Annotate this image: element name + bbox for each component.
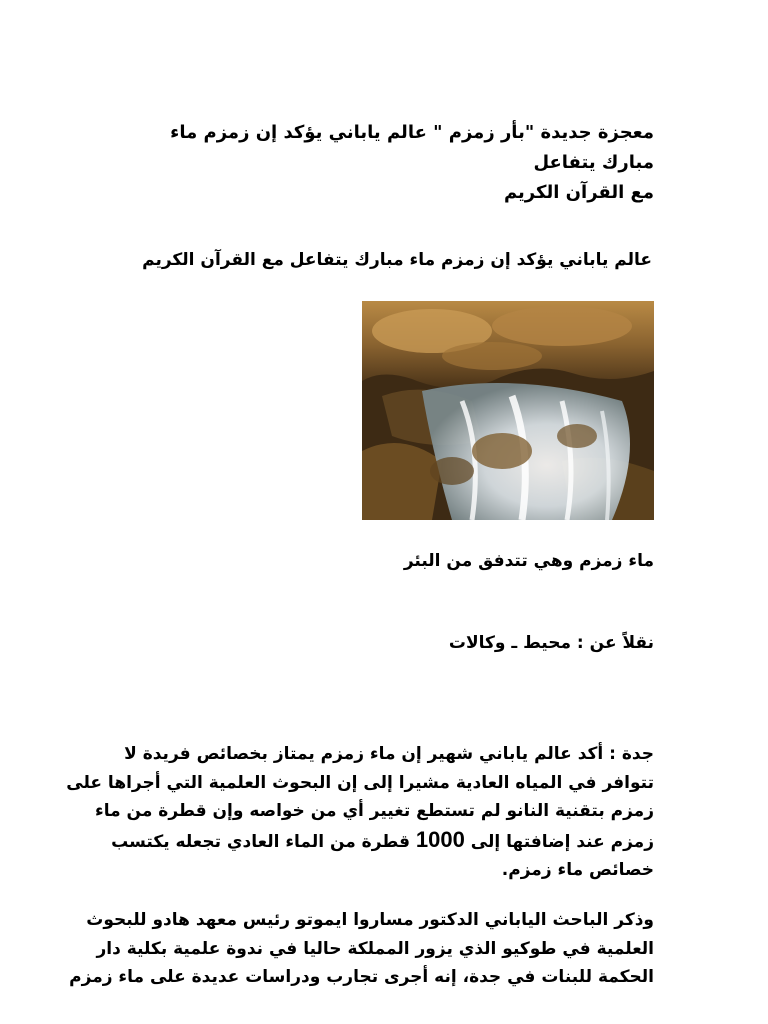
highlighted-number: 1000 (415, 826, 465, 852)
article-subtitle: عالم ياباني يؤكد إن زمزم ماء مبارك يتفاعل مع القرآن الكريم (142, 250, 652, 270)
paragraph-1-line-2: تتوافر في المياه العادية مشيرا إلى إن البحوث العلمية التي أجراها على (66, 772, 654, 793)
article-title (114, 118, 654, 208)
image-caption: ماء زمزم وهي تتدفق من البئر (403, 551, 654, 571)
paragraph-2-line-1: وذكر الباحث الياباني الدكتور مساروا ايموتو رئيس معهد هادو للبحوث (86, 910, 654, 930)
paragraph-1-line-1: جدة : أكد عالم ياباني شهير إن ماء زمزم يمتاز بخصائص فريدة لا (124, 744, 654, 764)
paragraph-2-line-3: الحكمة للبنات في جدة، إنه أجرى تجارب ودراسات عديدة على ماء زمزم (69, 967, 654, 987)
title-line-1: معجزة جديدة "بأر زمزم " عالم ياباني يؤكد إن زمزم ماء مبارك يتفاعل (170, 122, 654, 173)
title-line-2: مع القرآن الكريم (503, 182, 654, 203)
paragraph-1-line-4-start: زمزم عند إضافتها إلى (470, 831, 654, 852)
zamzam-well-illustration (362, 301, 654, 520)
paragraph-1-line-4-end: قطرة من الماء العادي تجعله يكتسب (111, 831, 410, 852)
zamzam-well-photo (362, 301, 654, 520)
paragraph-1-line-4 (111, 826, 654, 857)
paragraph-1-line-3: زمزم بتقنية النانو لم تستطع تغيير أي من خواصه وإن قطرة من ماء (95, 801, 654, 821)
paragraph-2-line-2: العلمية في طوكيو الذي يزور المملكة حاليا في ندوة علمية بكلية دار (96, 938, 654, 959)
paragraph-1-line-5: خصائص ماء زمزم. (501, 860, 654, 880)
paragraph-1 (66, 740, 654, 885)
article-source: نقلاً عن : محيط ـ وكالات (448, 633, 654, 653)
paragraph-2 (69, 906, 654, 992)
